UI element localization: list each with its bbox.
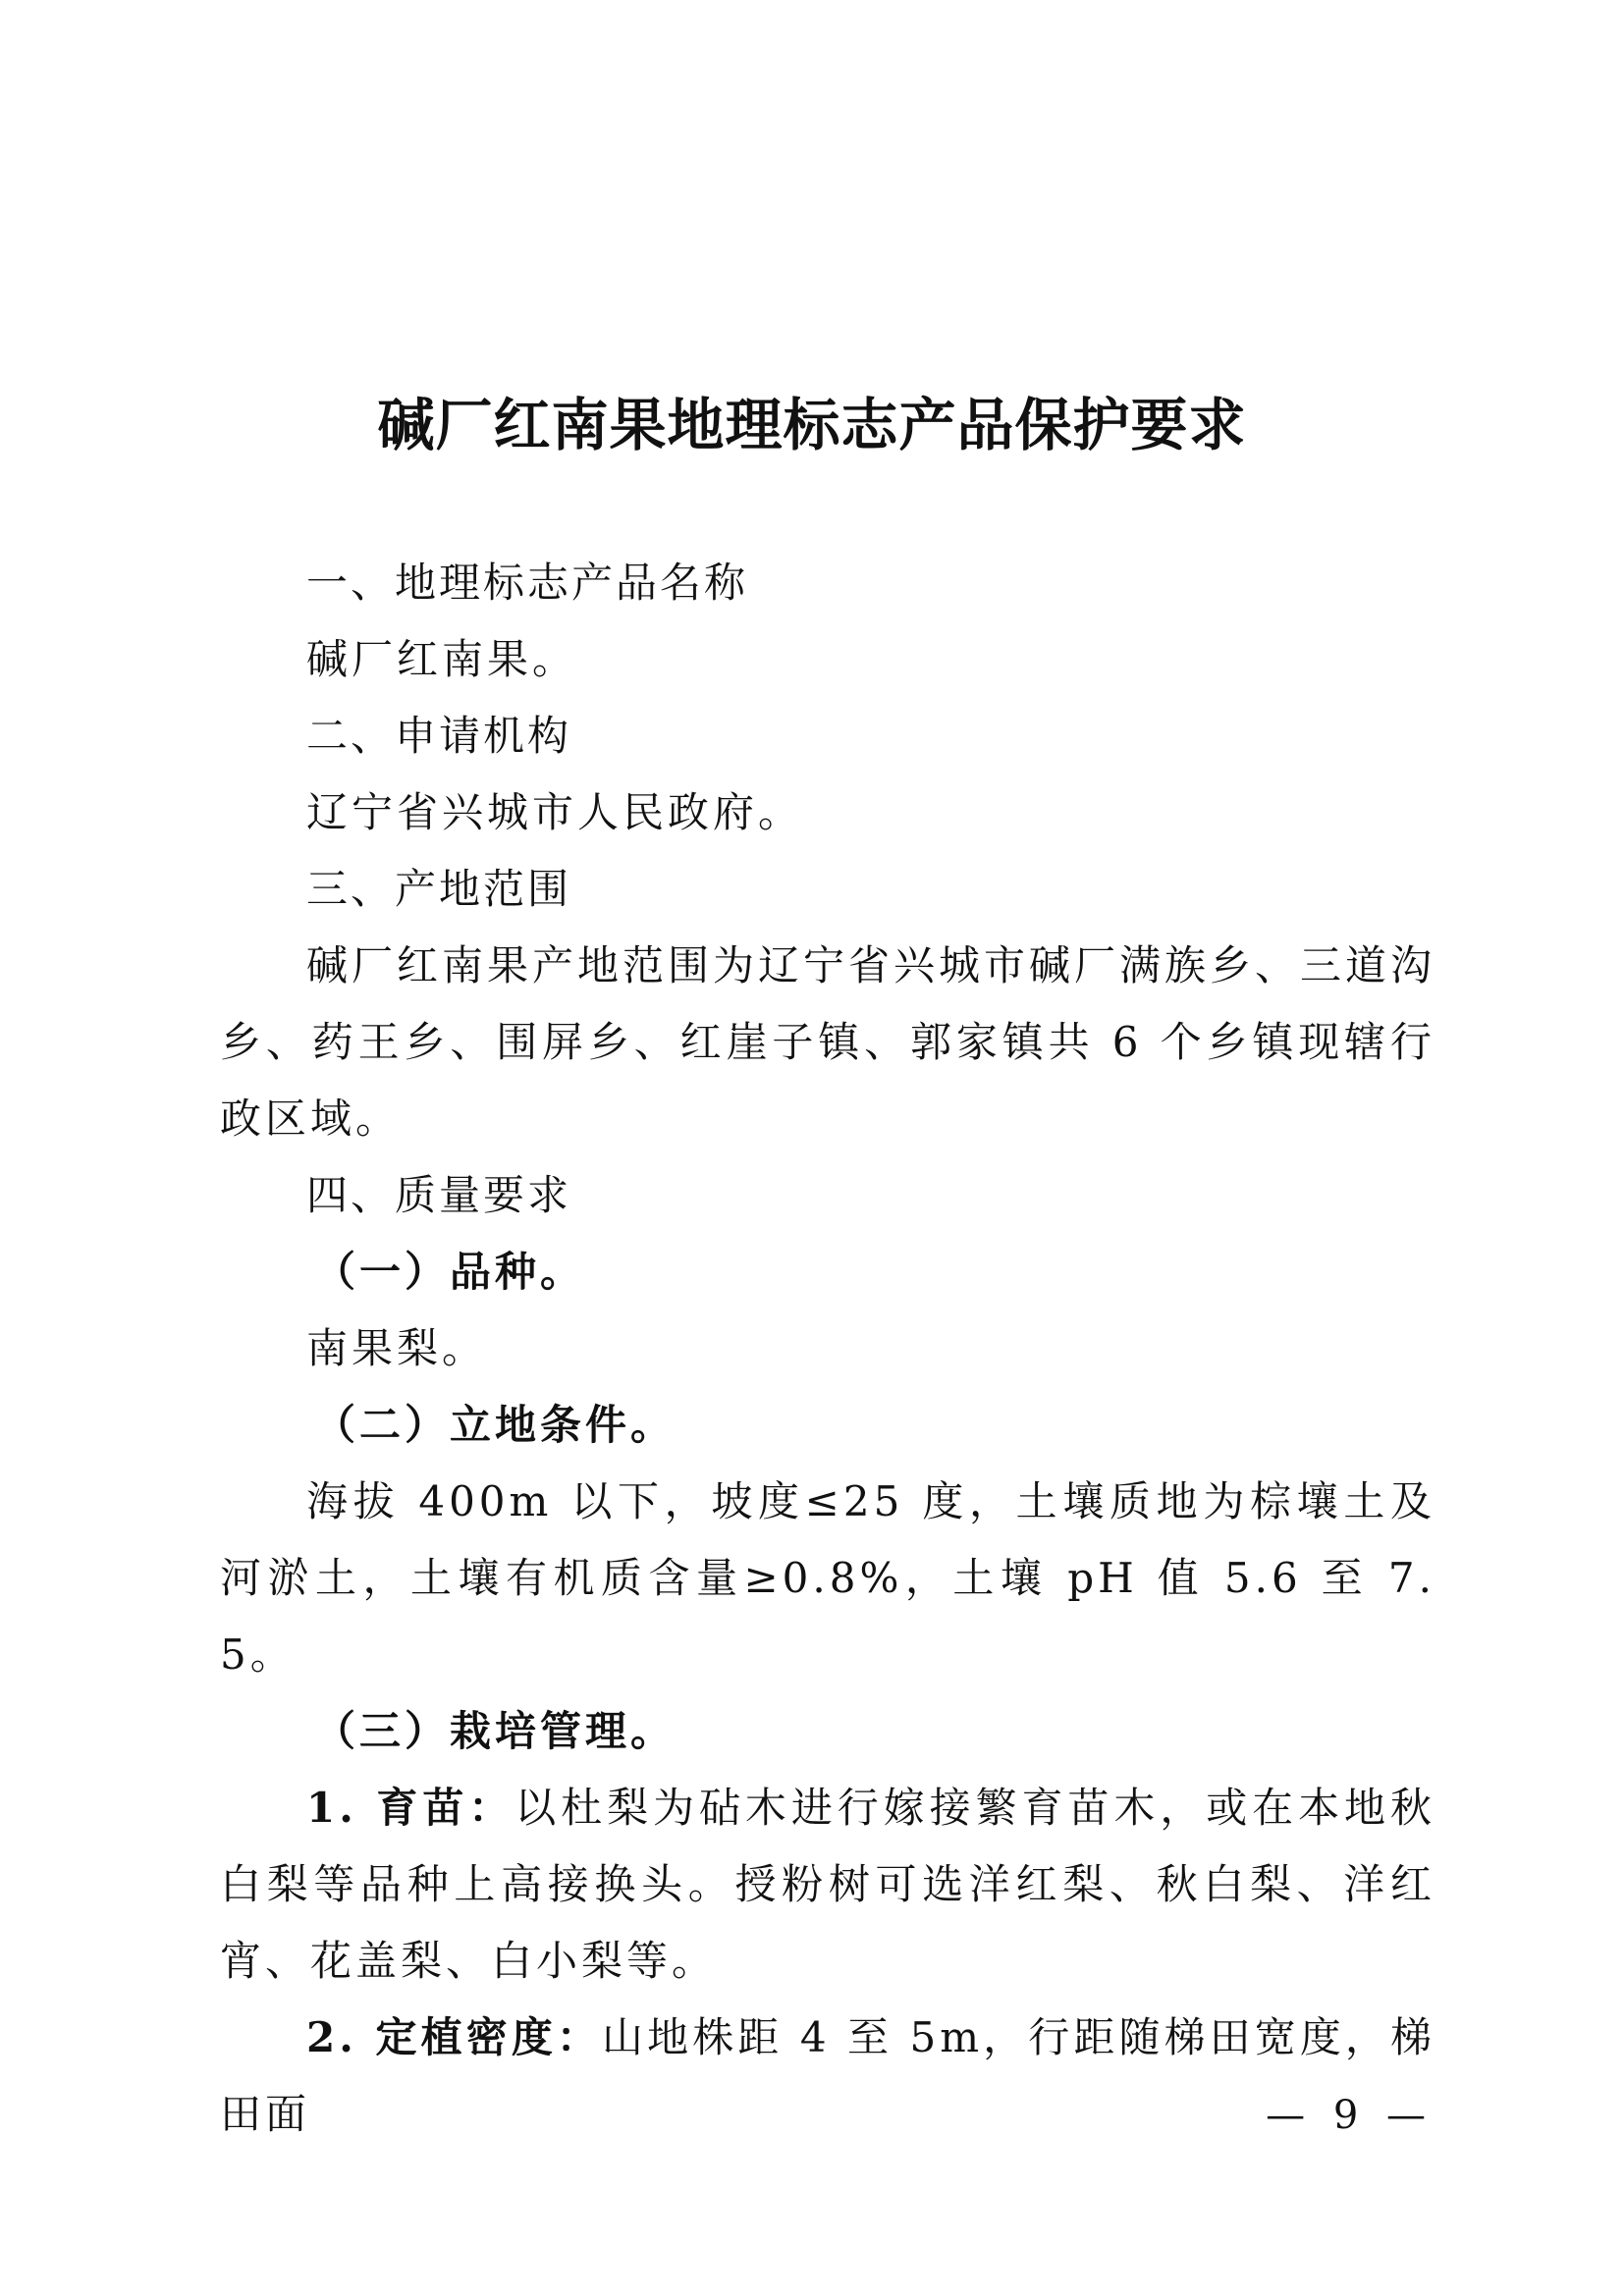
page-number: — 9 —: [1266, 2093, 1434, 2138]
section-heading: 二、申请机构: [306, 712, 572, 760]
section-text: 碱厂红南果。: [306, 635, 578, 683]
section-text: 碱厂红南果产地范围为辽宁省兴城市碱厂满族乡、三道沟乡、药王乡、围屏乡、红崖子镇、郭家镇共 6 个乡镇现辖行政区域。: [220, 941, 1436, 1143]
section-heading: 一、地理标志产品名称: [306, 559, 749, 607]
subsection-text: 海拔 400m 以下，坡度≤25 度，土壤质地为棕壤土及河淤土，土壤有机质含量≥0.8%，土壤 pH 值 5.6 至 7.5。: [220, 1477, 1435, 1679]
list-item-text: 以杜梨为砧木进行嫁接繁育苗木，或在本地秋白梨等品种上高接换头。授粉树可选洋红梨、秋白梨、洋红宵、花盖梨、白小梨等。: [220, 1784, 1435, 1985]
subsection-heading: （二）立地条件。: [314, 1401, 677, 1449]
subsection-heading: （一）品种。: [314, 1248, 586, 1296]
subsection-heading: （三）栽培管理。: [314, 1707, 677, 1755]
list-item-label: 1. 育苗：: [306, 1784, 515, 1832]
document-body: [220, 545, 1435, 2153]
subsection-text: 南果梨。: [306, 1324, 488, 1372]
section-heading: 三、产地范围: [306, 865, 572, 913]
section-text: 辽宁省兴城市人民政府。: [306, 788, 804, 836]
list-item-label: 2. 定植密度：: [306, 2013, 603, 2061]
list-item-text: 山地株距 4 至 5m，行距随梯田宽度，梯田面: [220, 2013, 1436, 2138]
list-item: [220, 2000, 1435, 2153]
list-item: [220, 1770, 1435, 2000]
section-heading: 四、质量要求: [306, 1171, 572, 1219]
document-title: 碱厂红南果地理标志产品保护要求: [377, 392, 1247, 458]
